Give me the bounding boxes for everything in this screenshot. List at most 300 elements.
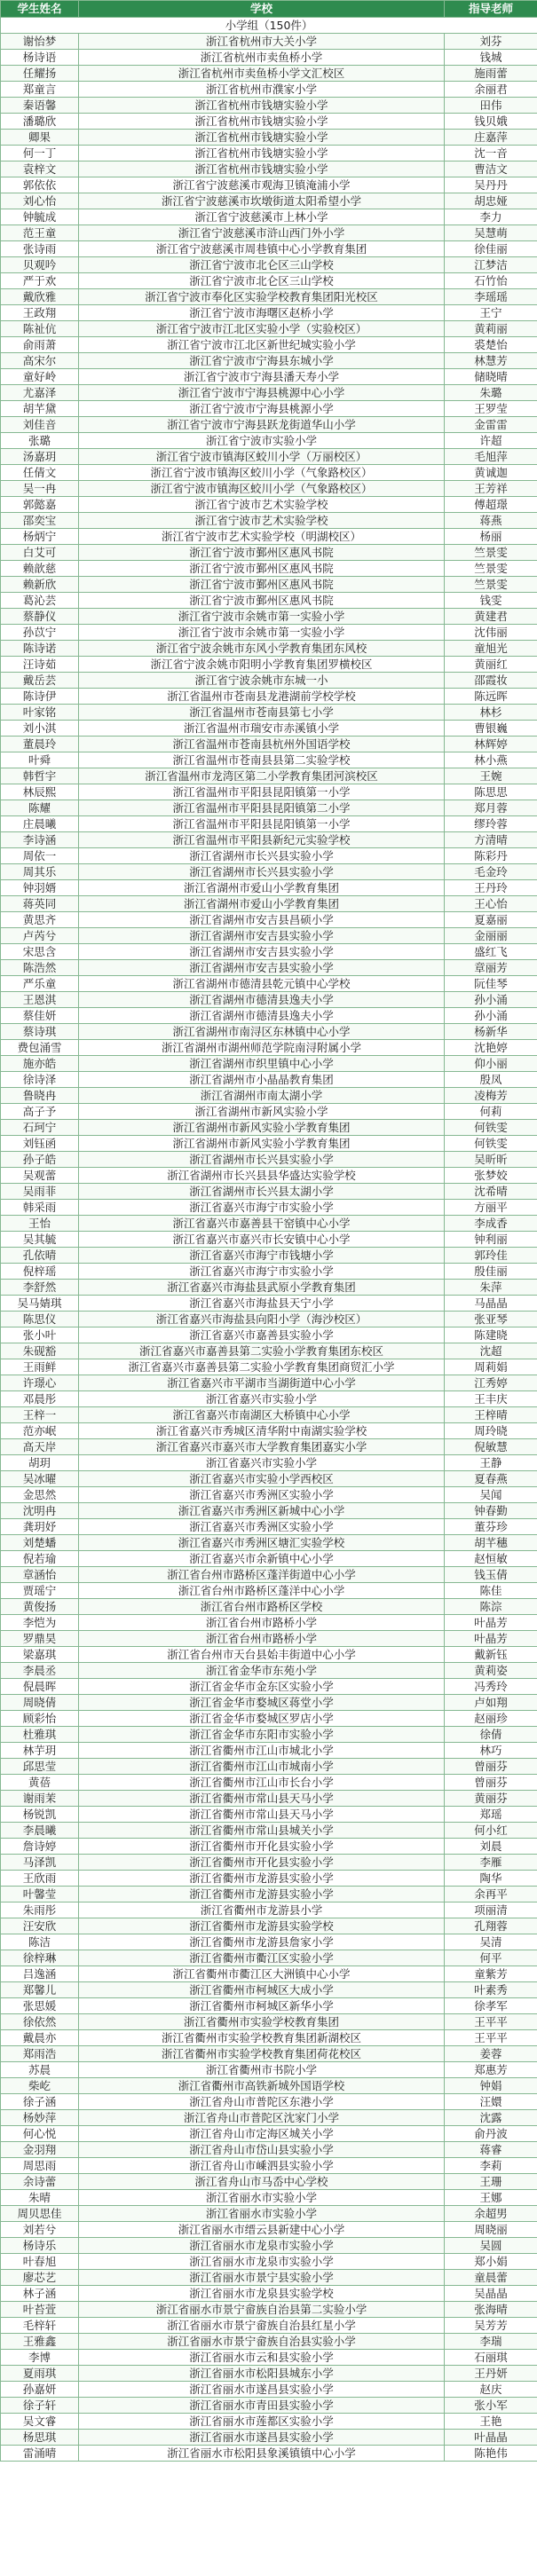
student-name-cell: 黄蓓 xyxy=(1,1775,79,1791)
table-row xyxy=(1,1918,537,1934)
teacher-cell: 吴晶晶 xyxy=(445,2286,537,2302)
student-name-cell: 龚玥妤 xyxy=(1,1519,79,1535)
table-row xyxy=(1,1104,537,1120)
student-name-cell: 王怡 xyxy=(1,1216,79,1232)
school-cell: 浙江省金华市婺城区罗店小学 xyxy=(79,1711,445,1727)
school-cell: 浙江省湖州市德清县逸夫小学 xyxy=(79,992,445,1008)
school-cell: 浙江省嘉兴市秀洲区实验小学 xyxy=(79,1519,445,1535)
student-name-cell: 周贝思佳 xyxy=(1,2206,79,2222)
school-cell: 浙江省嘉兴市余新镇中心小学 xyxy=(79,1551,445,1567)
school-cell: 浙江省衢州市书院小学 xyxy=(79,2062,445,2078)
school-cell: 浙江省嘉兴市海宁市钱塘小学 xyxy=(79,1248,445,1264)
header-school: 学校 xyxy=(79,1,445,18)
school-cell: 浙江省嘉兴市嘉善县第二实验小学教育集团商贸汇小学 xyxy=(79,1359,445,1375)
school-cell: 浙江省嘉兴市平湖市当湖街道中心小学 xyxy=(79,1375,445,1391)
table-row xyxy=(1,816,537,832)
table-row xyxy=(1,2046,537,2062)
table-row xyxy=(1,2094,537,2110)
teacher-cell: 江秀婷 xyxy=(445,1375,537,1391)
teacher-cell: 郑月蓉 xyxy=(445,800,537,816)
teacher-cell: 仰小丽 xyxy=(445,1056,537,1072)
table-row xyxy=(1,177,537,193)
table-row xyxy=(1,337,537,353)
school-cell: 浙江省湖州市长兴县太湖小学 xyxy=(79,1184,445,1200)
table-row xyxy=(1,2222,537,2238)
student-name-cell: 黄俊扬 xyxy=(1,1599,79,1615)
table-row xyxy=(1,1982,537,1998)
table-row xyxy=(1,1487,537,1503)
student-name-cell: 朱砚豁 xyxy=(1,1343,79,1359)
table-row xyxy=(1,1807,537,1823)
student-name-cell: 庄晨曦 xyxy=(1,816,79,832)
student-name-cell: 王雅鑫 xyxy=(1,2334,79,2350)
student-name-cell: 陈思仪 xyxy=(1,1312,79,1327)
student-name-cell: 顾彩怡 xyxy=(1,1711,79,1727)
teacher-cell: 沈希晴 xyxy=(445,1184,537,1200)
teacher-cell: 王静 xyxy=(445,1455,537,1471)
teacher-cell: 何小红 xyxy=(445,1823,537,1839)
student-name-cell: 徐梓琳 xyxy=(1,1950,79,1966)
table-row xyxy=(1,2126,537,2142)
table-row xyxy=(1,864,537,880)
teacher-cell: 石丽琪 xyxy=(445,2350,537,2366)
table-header-row xyxy=(1,1,537,18)
student-name-cell: 郑馨儿 xyxy=(1,1982,79,1998)
table-row xyxy=(1,784,537,800)
school-cell: 浙江省宁波市鄞州区惠风书院 xyxy=(79,593,445,609)
school-cell: 浙江省衢州市实验学校教育集团新湖校区 xyxy=(79,2030,445,2046)
teacher-cell: 周莉娟 xyxy=(445,1359,537,1375)
teacher-cell: 林慧芳 xyxy=(445,353,537,369)
table-row xyxy=(1,321,537,337)
table-row xyxy=(1,2286,537,2302)
table-row xyxy=(1,944,537,960)
table-row xyxy=(1,1184,537,1200)
table-row xyxy=(1,673,537,689)
table-row xyxy=(1,1647,537,1663)
student-name-cell: 李舒然 xyxy=(1,1280,79,1296)
school-cell: 浙江省金华市婺城区蒋堂小学 xyxy=(79,1695,445,1711)
school-cell: 浙江省宁波余姚市东城一小 xyxy=(79,673,445,689)
table-row xyxy=(1,2414,537,2430)
teacher-cell: 王娜 xyxy=(445,2190,537,2206)
student-name-cell: 卿果 xyxy=(1,130,79,146)
student-name-cell: 廖芯艺 xyxy=(1,2270,79,2286)
teacher-cell: 傅超璟 xyxy=(445,497,537,513)
student-name-cell: 王政翔 xyxy=(1,305,79,321)
school-cell: 浙江省宁波市镇海区蛟川小学（气象路校区） xyxy=(79,465,445,481)
teacher-cell: 毛金玲 xyxy=(445,864,537,880)
school-cell: 浙江省宁波市鄞州区惠风书院 xyxy=(79,561,445,577)
teacher-cell: 储晓晴 xyxy=(445,369,537,385)
table-row xyxy=(1,577,537,593)
table-row xyxy=(1,1663,537,1679)
student-name-cell: 蔡诗琪 xyxy=(1,1024,79,1040)
student-name-cell: 林辰熙 xyxy=(1,784,79,800)
school-cell: 浙江省嘉兴市海宁市实验小学 xyxy=(79,1264,445,1280)
table-row xyxy=(1,545,537,561)
table-row xyxy=(1,561,537,577)
teacher-cell: 沈伟丽 xyxy=(445,625,537,641)
table-row xyxy=(1,721,537,737)
teacher-cell: 吴昕昕 xyxy=(445,1152,537,1168)
teacher-cell: 汪嬛 xyxy=(445,2094,537,2110)
school-cell: 浙江省杭州市钱塘实验小学 xyxy=(79,146,445,161)
school-cell: 浙江省湖州市德清县逸夫小学 xyxy=(79,1008,445,1024)
teacher-cell: 吴闻 xyxy=(445,1487,537,1503)
student-name-cell: 董晨玲 xyxy=(1,737,79,752)
school-cell: 浙江省宁波慈溪市周巷镇中心小学教育集团 xyxy=(79,241,445,257)
school-cell: 浙江省宁波慈溪市上林小学 xyxy=(79,209,445,225)
student-name-cell: 陈诗诺 xyxy=(1,641,79,657)
student-name-cell: 俞雨萧 xyxy=(1,337,79,353)
student-name-cell: 雷涌晴 xyxy=(1,2446,79,2462)
student-name-cell: 王梓一 xyxy=(1,1407,79,1423)
table-row xyxy=(1,1232,537,1248)
teacher-cell: 夏嘉丽 xyxy=(445,912,537,928)
school-cell: 浙江省宁波市实验小学 xyxy=(79,433,445,449)
teacher-cell: 刘芬 xyxy=(445,34,537,50)
table-row xyxy=(1,1759,537,1775)
school-cell: 浙江省宁波市余姚市第一实验小学 xyxy=(79,625,445,641)
student-name-cell: 倪若瑜 xyxy=(1,1551,79,1567)
table-row xyxy=(1,1711,537,1727)
student-name-cell: 吴文睿 xyxy=(1,2414,79,2430)
student-name-cell: 李晨丞 xyxy=(1,1663,79,1679)
school-cell: 浙江省嘉兴市实验小学 xyxy=(79,1391,445,1407)
school-cell: 浙江省丽水市景宁畲族自治县红星小学 xyxy=(79,2318,445,2334)
school-cell: 浙江省宁波市宁海县东城小学 xyxy=(79,353,445,369)
school-cell: 浙江省湖州市湖州师范学院南浔附属小学 xyxy=(79,1040,445,1056)
school-cell: 浙江省湖州市新风实验小学教育集团 xyxy=(79,1120,445,1136)
school-cell: 浙江省金华市东苑小学 xyxy=(79,1663,445,1679)
student-name-cell: 刘小淇 xyxy=(1,721,79,737)
student-name-cell: 梁嘉琪 xyxy=(1,1647,79,1663)
school-cell: 浙江省衢州市开化县实验小学 xyxy=(79,1839,445,1855)
school-cell: 浙江省杭州市钱塘实验小学 xyxy=(79,161,445,177)
teacher-cell: 夏春燕 xyxy=(445,1471,537,1487)
school-cell: 浙江省丽水市松阳县城东小学 xyxy=(79,2366,445,2382)
table-row xyxy=(1,752,537,768)
student-name-cell: 胡玥 xyxy=(1,1455,79,1471)
student-name-cell: 何心悦 xyxy=(1,2126,79,2142)
teacher-cell: 徐倩 xyxy=(445,1727,537,1743)
student-name-cell: 秦语馨 xyxy=(1,98,79,114)
school-cell: 浙江省湖州市长兴县实验小学 xyxy=(79,1152,445,1168)
table-row xyxy=(1,1439,537,1455)
student-name-cell: 许璟心 xyxy=(1,1375,79,1391)
table-row xyxy=(1,609,537,625)
student-name-cell: 高天岸 xyxy=(1,1439,79,1455)
school-cell: 浙江省衢州市江山市长台小学 xyxy=(79,1775,445,1791)
student-name-cell: 李博 xyxy=(1,2350,79,2366)
school-cell: 浙江省衢州市江山市城北小学 xyxy=(79,1743,445,1759)
teacher-cell: 余超男 xyxy=(445,2206,537,2222)
table-row xyxy=(1,114,537,130)
student-name-cell: 李晨曦 xyxy=(1,1823,79,1839)
teacher-cell: 胡芊穗 xyxy=(445,1535,537,1551)
table-row xyxy=(1,1008,537,1024)
teacher-cell: 叶晶晶 xyxy=(445,2430,537,2446)
student-name-cell: 谢怡梦 xyxy=(1,34,79,50)
table-row xyxy=(1,2110,537,2126)
table-row xyxy=(1,1695,537,1711)
teacher-cell: 沈露 xyxy=(445,2110,537,2126)
school-cell: 浙江省宁波市北仑区三山学校 xyxy=(79,273,445,289)
student-name-cell: 张小叶 xyxy=(1,1327,79,1343)
student-name-cell: 汤嘉玥 xyxy=(1,449,79,465)
teacher-cell: 周玲晓 xyxy=(445,1423,537,1439)
student-name-cell: 刘楚蟠 xyxy=(1,1535,79,1551)
teacher-cell: 王心怡 xyxy=(445,896,537,912)
school-cell: 浙江省杭州市钱塘实验小学 xyxy=(79,130,445,146)
school-cell: 浙江省湖州市爱山小学教育集团 xyxy=(79,896,445,912)
teacher-cell: 张梦姣 xyxy=(445,1168,537,1184)
teacher-cell: 冯秀玲 xyxy=(445,1679,537,1695)
teacher-cell: 钱玉倩 xyxy=(445,1567,537,1583)
student-name-cell: 陈耀 xyxy=(1,800,79,816)
school-cell: 浙江省宁波市海曙区赵桥小学 xyxy=(79,305,445,321)
school-cell: 浙江省温州市瑞安市赤溪镇小学 xyxy=(79,721,445,737)
school-cell: 浙江省杭州市大关小学 xyxy=(79,34,445,50)
school-cell: 浙江省宁波市宁海县跃龙街道华山小学 xyxy=(79,417,445,433)
table-row xyxy=(1,705,537,721)
teacher-cell: 殷佳丽 xyxy=(445,1264,537,1280)
table-row xyxy=(1,225,537,241)
student-name-cell: 孔依晴 xyxy=(1,1248,79,1264)
table-row xyxy=(1,976,537,992)
table-row xyxy=(1,34,537,50)
school-cell: 浙江省舟山市岱山县实验小学 xyxy=(79,2142,445,2158)
student-name-cell: 杨诗语 xyxy=(1,50,79,66)
student-name-cell: 沈明冉 xyxy=(1,1503,79,1519)
school-cell: 浙江省温州市平阳县新纪元实验学校 xyxy=(79,832,445,848)
school-cell: 浙江省衢州市柯城区新华小学 xyxy=(79,1998,445,2014)
school-cell: 浙江省嘉兴市南湖区大桥镇中心小学 xyxy=(79,1407,445,1423)
teacher-cell: 叶素秀 xyxy=(445,1982,537,1998)
student-name-cell: 严于欢 xyxy=(1,273,79,289)
table-row xyxy=(1,2030,537,2046)
table-row xyxy=(1,1152,537,1168)
table-row xyxy=(1,657,537,673)
teacher-cell: 吴圆 xyxy=(445,2238,537,2254)
school-cell: 浙江省衢州市龙游县詹家小学 xyxy=(79,1934,445,1950)
teacher-cell: 卢如翔 xyxy=(445,1695,537,1711)
teacher-cell: 王艳 xyxy=(445,2414,537,2430)
teacher-cell: 杨新华 xyxy=(445,1024,537,1040)
table-row xyxy=(1,1727,537,1743)
student-name-cell: 王欣雨 xyxy=(1,1871,79,1887)
student-name-cell: 范亦岷 xyxy=(1,1423,79,1439)
table-row xyxy=(1,2430,537,2446)
school-cell: 浙江省杭州市濮家小学 xyxy=(79,82,445,98)
student-name-cell: 邓晨彤 xyxy=(1,1391,79,1407)
teacher-cell: 王宁 xyxy=(445,305,537,321)
school-cell: 浙江省嘉兴市嘉善县干窑镇中心小学 xyxy=(79,1216,445,1232)
teacher-cell: 陈淙 xyxy=(445,1599,537,1615)
table-row xyxy=(1,960,537,976)
school-cell: 浙江省杭州市钱塘实验小学 xyxy=(79,114,445,130)
teacher-cell: 钟利丽 xyxy=(445,1232,537,1248)
teacher-cell: 吴芳芳 xyxy=(445,2318,537,2334)
school-cell: 浙江省宁波市宁海县桃源小学 xyxy=(79,401,445,417)
student-name-cell: 张璐 xyxy=(1,433,79,449)
table-row xyxy=(1,1375,537,1391)
school-cell: 浙江省丽水市松阳县象溪镇镇中心小学 xyxy=(79,2446,445,2462)
teacher-cell: 叶晶芳 xyxy=(445,1615,537,1631)
teacher-cell: 凌梅芳 xyxy=(445,1088,537,1104)
teacher-cell: 王丹玲 xyxy=(445,880,537,896)
student-name-cell: 钟毓成 xyxy=(1,209,79,225)
school-cell: 浙江省宁波市江北区实验小学（实验校区） xyxy=(79,321,445,337)
teacher-cell: 黄莉姿 xyxy=(445,1663,537,1679)
table-row xyxy=(1,1855,537,1871)
teacher-cell: 金雷雷 xyxy=(445,417,537,433)
student-name-cell: 卢芮兮 xyxy=(1,928,79,944)
student-name-cell: 章涵怡 xyxy=(1,1567,79,1583)
table-row xyxy=(1,1280,537,1296)
table-row xyxy=(1,1583,537,1599)
table-row xyxy=(1,2366,537,2382)
teacher-cell: 王丰庆 xyxy=(445,1391,537,1407)
teacher-cell: 陶华 xyxy=(445,1871,537,1887)
school-cell: 浙江省湖州市安吉县实验小学 xyxy=(79,928,445,944)
teacher-cell: 余丽君 xyxy=(445,82,537,98)
teacher-cell: 倪敏慧 xyxy=(445,1439,537,1455)
student-name-cell: 任耀扬 xyxy=(1,66,79,82)
section-title: 小学组（150件） xyxy=(1,18,537,34)
teacher-cell: 徐孝军 xyxy=(445,1998,537,2014)
school-cell: 浙江省湖州市爱山小学教育集团 xyxy=(79,880,445,896)
teacher-cell: 孙小涌 xyxy=(445,992,537,1008)
teacher-cell: 李瑶瑶 xyxy=(445,289,537,305)
student-name-cell: 戴欣雅 xyxy=(1,289,79,305)
school-cell: 浙江省湖州市新风实验小学 xyxy=(79,1104,445,1120)
teacher-cell: 方丽平 xyxy=(445,1200,537,1216)
student-name-cell: 葛沁芸 xyxy=(1,593,79,609)
table-row xyxy=(1,1998,537,2014)
teacher-cell: 章丽芳 xyxy=(445,960,537,976)
school-cell: 浙江省嘉兴市海宁市实验小学 xyxy=(79,1200,445,1216)
table-row xyxy=(1,1567,537,1583)
school-cell: 浙江省衢州市常山县城关小学 xyxy=(79,1823,445,1839)
school-cell: 浙江省嘉兴市秀洲区实验小学 xyxy=(79,1487,445,1503)
table-row xyxy=(1,1088,537,1104)
table-row xyxy=(1,353,537,369)
teacher-cell: 王珊 xyxy=(445,2174,537,2190)
school-cell: 浙江省宁波市镇海区蛟川小学（气象路校区） xyxy=(79,481,445,497)
table-row xyxy=(1,1168,537,1184)
table-row xyxy=(1,1136,537,1152)
table-row xyxy=(1,241,537,257)
teacher-cell: 赵恒敏 xyxy=(445,1551,537,1567)
student-name-cell: 杨诗乐 xyxy=(1,2238,79,2254)
student-name-cell: 徐子轩 xyxy=(1,2398,79,2414)
school-cell: 浙江省宁波市鄞州区惠风书院 xyxy=(79,577,445,593)
student-name-cell: 钟羽婿 xyxy=(1,880,79,896)
teacher-cell: 曹银巍 xyxy=(445,721,537,737)
student-name-cell: 詹诗婷 xyxy=(1,1839,79,1855)
teacher-cell: 曾丽芬 xyxy=(445,1759,537,1775)
table-row xyxy=(1,2270,537,2286)
teacher-cell: 竺景雯 xyxy=(445,577,537,593)
table-row xyxy=(1,66,537,82)
table-row xyxy=(1,1503,537,1519)
table-row xyxy=(1,1423,537,1439)
table-row xyxy=(1,82,537,98)
school-cell: 浙江省台州市路桥小学 xyxy=(79,1631,445,1647)
teacher-cell: 何莉 xyxy=(445,1104,537,1120)
school-cell: 浙江省丽水市景宁畲族自治县第二实验小学 xyxy=(79,2302,445,2318)
table-row xyxy=(1,768,537,784)
student-name-cell: 费包涌雪 xyxy=(1,1040,79,1056)
school-cell: 浙江省衢州市龙游县实验学校 xyxy=(79,1918,445,1934)
student-name-cell: 范王童 xyxy=(1,225,79,241)
table-row xyxy=(1,2158,537,2174)
teacher-cell: 方清晴 xyxy=(445,832,537,848)
student-name-cell: 袁梓文 xyxy=(1,161,79,177)
teacher-cell: 朱萍 xyxy=(445,1280,537,1296)
school-cell: 浙江省宁波市宁海县桃源中心小学 xyxy=(79,385,445,401)
teacher-cell: 俞丹波 xyxy=(445,2126,537,2142)
student-name-cell: 徐子涵 xyxy=(1,2094,79,2110)
student-name-cell: 戴晨亦 xyxy=(1,2030,79,2046)
school-cell: 浙江省湖州市南太湖小学 xyxy=(79,1088,445,1104)
table-row xyxy=(1,513,537,529)
student-name-cell: 朱晴 xyxy=(1,2190,79,2206)
teacher-cell: 林杉 xyxy=(445,705,537,721)
teacher-cell: 沈一音 xyxy=(445,146,537,161)
school-cell: 浙江省宁波市艺术实验学校 xyxy=(79,497,445,513)
school-cell: 浙江省丽水市云和县实验小学 xyxy=(79,2350,445,2366)
school-cell: 浙江省丽水市青田县实验小学 xyxy=(79,2398,445,2414)
teacher-cell: 施雨蕾 xyxy=(445,66,537,82)
school-cell: 浙江省温州市平阳县昆阳镇第二小学 xyxy=(79,800,445,816)
school-cell: 浙江省湖州市安吉县昌硕小学 xyxy=(79,912,445,928)
teacher-cell: 陈建晓 xyxy=(445,1327,537,1343)
student-name-cell: 郑雨浩 xyxy=(1,2046,79,2062)
table-row xyxy=(1,1455,537,1471)
school-cell: 浙江省宁波市艺术实验学校 xyxy=(79,513,445,529)
table-row xyxy=(1,1631,537,1647)
table-row xyxy=(1,1359,537,1375)
student-name-cell: 吴一冉 xyxy=(1,481,79,497)
student-name-cell: 郭依依 xyxy=(1,177,79,193)
student-name-cell: 何一丁 xyxy=(1,146,79,161)
school-cell: 浙江省丽水市景宁畲族自治县实验小学 xyxy=(79,2334,445,2350)
student-name-cell: 吴马婧琪 xyxy=(1,1296,79,1312)
table-row xyxy=(1,800,537,816)
teacher-cell: 戴新钰 xyxy=(445,1647,537,1663)
teacher-cell: 金丽丽 xyxy=(445,928,537,944)
teacher-cell: 许超 xyxy=(445,433,537,449)
table-row xyxy=(1,1391,537,1407)
teacher-cell: 王丹妍 xyxy=(445,2366,537,2382)
table-row xyxy=(1,1216,537,1232)
student-name-cell: 周依一 xyxy=(1,848,79,864)
student-name-cell: 胡芊黛 xyxy=(1,401,79,417)
school-cell: 浙江省舟山市嵊泗县实验小学 xyxy=(79,2158,445,2174)
school-cell: 浙江省嘉兴市嘉兴市大学教育集团嘉实小学 xyxy=(79,1439,445,1455)
school-cell: 浙江省温州市苍南县县第二实验学校 xyxy=(79,752,445,768)
school-cell: 浙江省嘉兴市嘉兴市长安镇中心小学 xyxy=(79,1232,445,1248)
table-row xyxy=(1,2382,537,2398)
student-name-cell: 邵奕宝 xyxy=(1,513,79,529)
table-row xyxy=(1,1327,537,1343)
teacher-cell: 姜蓉 xyxy=(445,2046,537,2062)
teacher-cell: 田伟 xyxy=(445,98,537,114)
student-name-cell: 朱雨彤 xyxy=(1,1902,79,1918)
